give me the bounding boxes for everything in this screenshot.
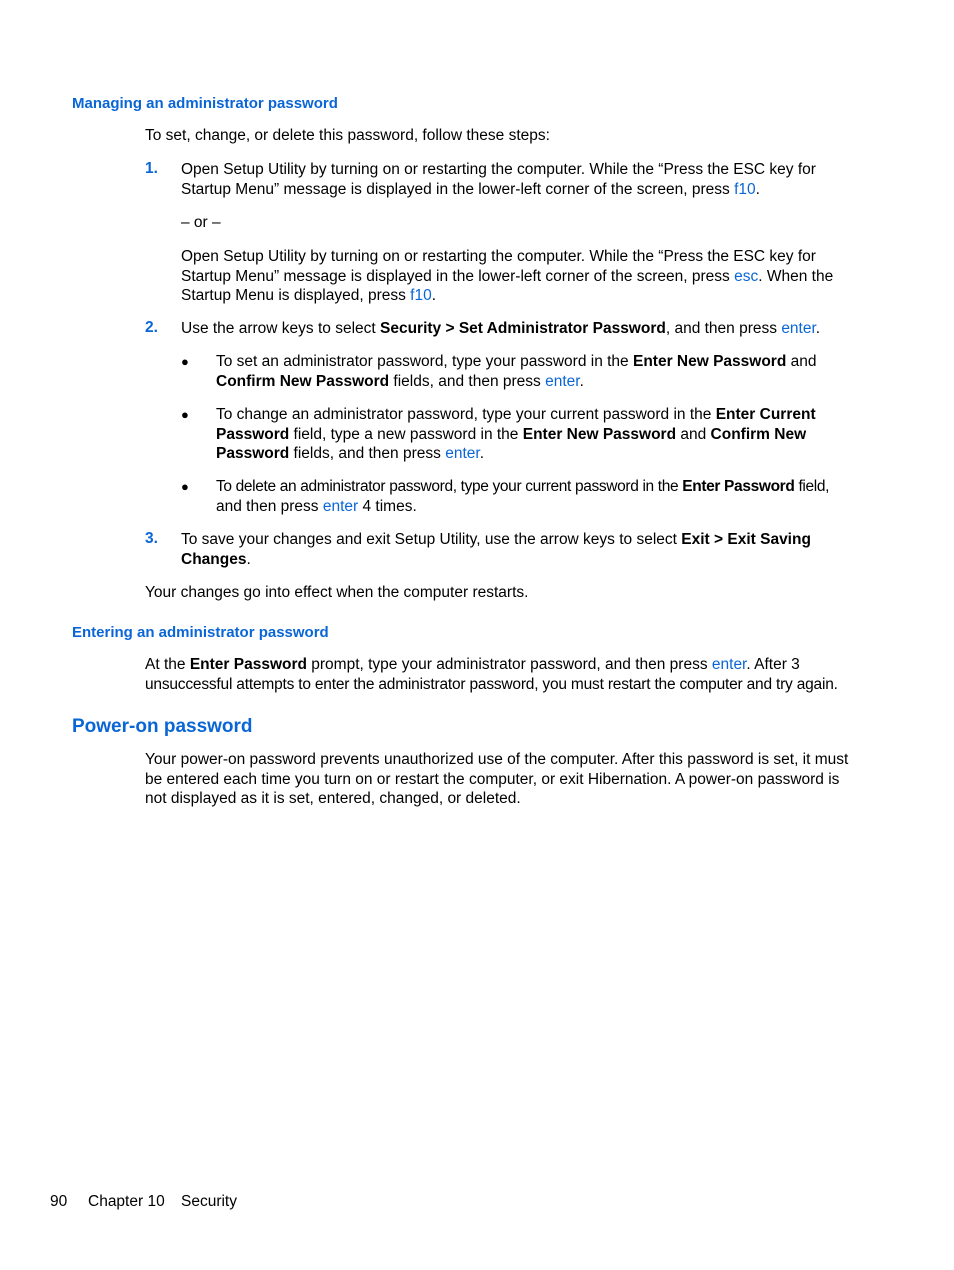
text: 4 times.: [358, 497, 417, 515]
text: .: [246, 550, 251, 568]
heading-power-on-password: Power-on password: [72, 716, 253, 737]
text: .: [431, 287, 437, 304]
paragraph-line: [145, 655, 875, 675]
text: field,: [794, 478, 830, 495]
step-1-alt-line: [181, 286, 833, 306]
key-enter: enter: [322, 497, 359, 515]
paragraph-line: be entered each time you turn on or restart the computer, or exit Hibernation. A power-on password is: [145, 770, 840, 788]
step-2-number: 2.: [145, 319, 158, 336]
or-separator: – or –: [181, 214, 221, 231]
key-enter: enter: [781, 320, 816, 337]
bullet-line: [216, 497, 829, 517]
key-esc: esc: [734, 267, 759, 285]
text: Startup Menu” message is displayed in the lower-left corner of the screen, press: [181, 267, 735, 285]
step-1-line: [181, 180, 816, 200]
text: fields, and then press: [389, 372, 546, 390]
menu-path: Changes: [181, 550, 247, 568]
bullet-line: [216, 372, 816, 392]
bullet-line: [216, 477, 829, 497]
field-name: Password: [216, 425, 290, 443]
text: and then press: [216, 497, 323, 515]
text: .: [815, 320, 821, 337]
step-1-text: [181, 160, 816, 199]
text: . After 3: [746, 656, 800, 673]
step-3-number: 3.: [145, 530, 158, 547]
step-2-text: [181, 319, 820, 339]
field-name: Enter New Password: [522, 425, 677, 443]
menu-path: Exit > Exit Saving: [681, 531, 811, 548]
bullet-3-text: [216, 477, 829, 516]
field-name: Password: [216, 445, 290, 462]
bullet-2-text: [216, 405, 816, 464]
key-enter: enter: [545, 372, 580, 390]
field-name: Enter New Password: [632, 353, 787, 370]
step-1-line: Open Setup Utility by turning on or restarting the computer. While the “Press the ESC key for: [181, 161, 816, 178]
step-3-text: [181, 530, 811, 569]
key-enter: enter: [445, 445, 480, 462]
text: Startup Menu is displayed, press: [181, 287, 411, 304]
text: To change an administrator password, type your current password in the: [216, 406, 716, 423]
text: .: [479, 445, 484, 462]
key-enter: enter: [711, 656, 747, 673]
text: prompt, type your administrator password, and then press: [306, 656, 712, 673]
chapter-label: Chapter 10: [88, 1193, 165, 1210]
text: .: [755, 180, 760, 198]
field-name: Enter Password: [682, 478, 795, 495]
key-f10: f10: [410, 287, 432, 304]
text: , and then press: [665, 320, 782, 337]
field-name: Confirm New: [710, 425, 807, 443]
prompt-name: Enter Password: [189, 656, 307, 673]
paragraph-line: Your power-on password prevents unauthorized use of the computer. After this password is set, it must: [145, 751, 849, 768]
bullet-line: [216, 444, 816, 464]
heading-entering-admin-password: Entering an administrator password: [72, 624, 329, 641]
text: and: [786, 353, 817, 370]
chapter-title: Security: [181, 1193, 237, 1210]
bullet-line: [216, 425, 816, 445]
bullet-icon: ●: [181, 354, 189, 369]
text: . When the: [758, 267, 834, 285]
page-number: 90: [50, 1193, 68, 1210]
entering-password-text: [145, 655, 875, 694]
field-name: Confirm New Password: [216, 372, 390, 390]
bullet-1-text: [216, 352, 816, 391]
step-1-alt-line: [181, 267, 833, 287]
text: To set an administrator password, type your password in the: [216, 353, 633, 370]
step-1-alt-text: [181, 247, 833, 306]
step-1-alt-line: Open Setup Utility by turning on or restarting the computer. While the “Press the ESC key for: [181, 248, 816, 265]
text: At the: [145, 656, 190, 673]
outro-text: Your changes go into effect when the computer restarts.: [145, 584, 529, 601]
field-name: Enter Current: [715, 406, 816, 423]
heading-managing-admin-password: Managing an administrator password: [72, 95, 338, 112]
text: and: [676, 425, 711, 443]
menu-path: Security > Set Administrator Password: [380, 320, 666, 337]
step-1-number: 1.: [145, 160, 158, 177]
text: Use the arrow keys to select: [181, 320, 380, 337]
step-3-line: [181, 550, 811, 570]
power-on-password-text: [145, 750, 875, 809]
text: field, type a new password in the: [289, 425, 523, 443]
text: To delete an administrator password, type your current password in the: [216, 478, 683, 495]
bullet-icon: ●: [181, 479, 189, 494]
bullet-line: [216, 352, 816, 372]
intro-text: To set, change, or delete this password, follow these steps:: [145, 127, 550, 144]
step-3-line: [181, 530, 811, 550]
paragraph-line: unsuccessful attempts to enter the administrator password, you must restart the computer and try again.: [145, 675, 838, 693]
paragraph-line: not displayed as it is set, entered, changed, or deleted.: [145, 790, 521, 807]
bullet-icon: ●: [181, 407, 189, 422]
text: fields, and then press: [289, 445, 446, 462]
text: Startup Menu” message is displayed in the lower-left corner of the screen, press: [181, 180, 735, 198]
bullet-line: [216, 405, 816, 425]
text: To save your changes and exit Setup Utility, use the arrow keys to select: [181, 531, 682, 548]
text: .: [579, 372, 584, 390]
key-f10: f10: [734, 180, 756, 198]
